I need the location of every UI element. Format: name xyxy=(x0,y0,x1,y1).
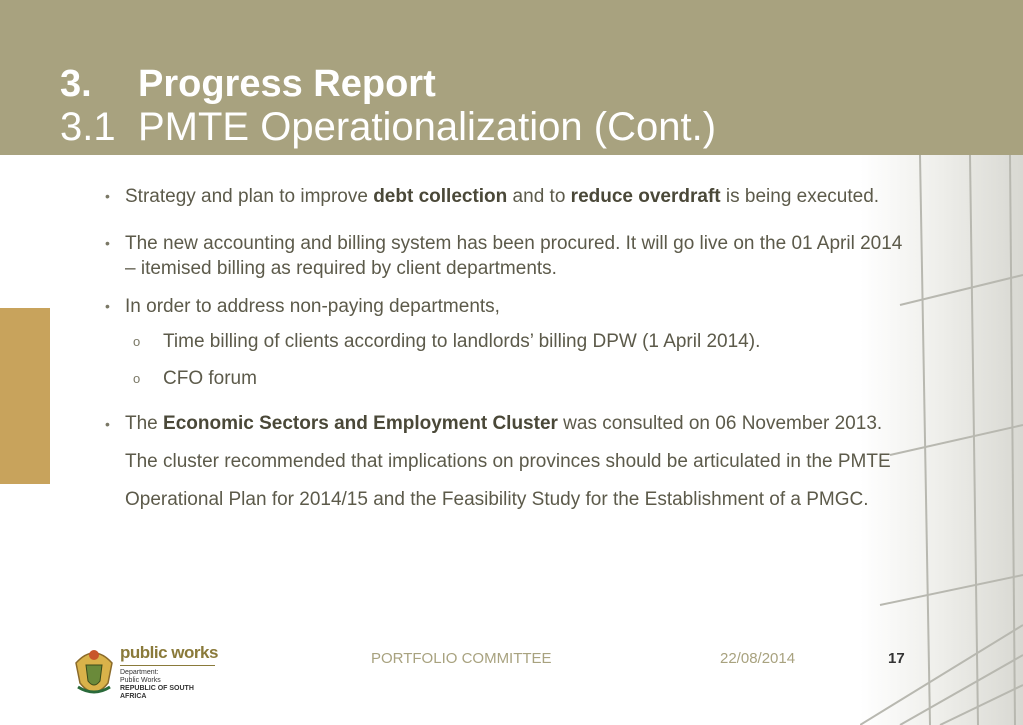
slide-subtitle xyxy=(60,104,716,150)
logo-divider xyxy=(120,665,215,666)
bullet-economic-cluster: • The Economic Sectors and Employment Cluster was consulted on 06 November 2013. The cluster recommended that implications on provinces should be articulated in the PMTE Operational Plan for 2014/15 and the Feasibility Study for the Establishment of a PMGC. xyxy=(105,405,905,519)
sub-bullet-marker: o xyxy=(133,334,141,349)
bullet-non-paying: • In order to address non-paying departments, xyxy=(105,296,500,317)
bullet-dot: • xyxy=(105,235,110,251)
bullet-dot: • xyxy=(105,188,110,204)
content-body xyxy=(105,178,905,519)
footer-committee: PORTFOLIO COMMITTEE xyxy=(371,650,552,667)
logo-text-block: public works Department: Public Works REPUBLIC OF SOUTH AFRICA xyxy=(120,643,218,700)
bullet-debt-collection: • Strategy and plan to improve debt collection and to reduce overdraft is being executed. xyxy=(105,177,905,216)
slide-title xyxy=(60,62,436,106)
section-number: 3. xyxy=(60,63,92,105)
bullet-billing-system: • The new accounting and billing system has been procured. It will go live on the 01 April 2014 – itemised billing as required by client departments. xyxy=(105,233,903,279)
side-accent-bar xyxy=(0,308,50,484)
bullet-dot: • xyxy=(105,298,110,314)
coat-of-arms-icon xyxy=(72,643,116,699)
footer-date: 22/08/2014 xyxy=(720,650,796,667)
public-works-logo xyxy=(72,643,222,699)
section-title: Progress Report xyxy=(138,63,436,105)
sub-bullet-cfo-forum: o CFO forum xyxy=(133,368,257,389)
subsection-number: 3.1 xyxy=(60,105,116,149)
sub-bullet-marker: o xyxy=(133,371,141,386)
title-banner xyxy=(0,0,1023,155)
subsection-title: PMTE Operationalization (Cont.) xyxy=(138,105,717,149)
sub-bullet-time-billing: o Time billing of clients according to landlords’ billing DPW (1 April 2014). xyxy=(133,331,761,352)
footer-page-number: 17 xyxy=(888,650,905,667)
bullet-dot: • xyxy=(105,416,110,432)
